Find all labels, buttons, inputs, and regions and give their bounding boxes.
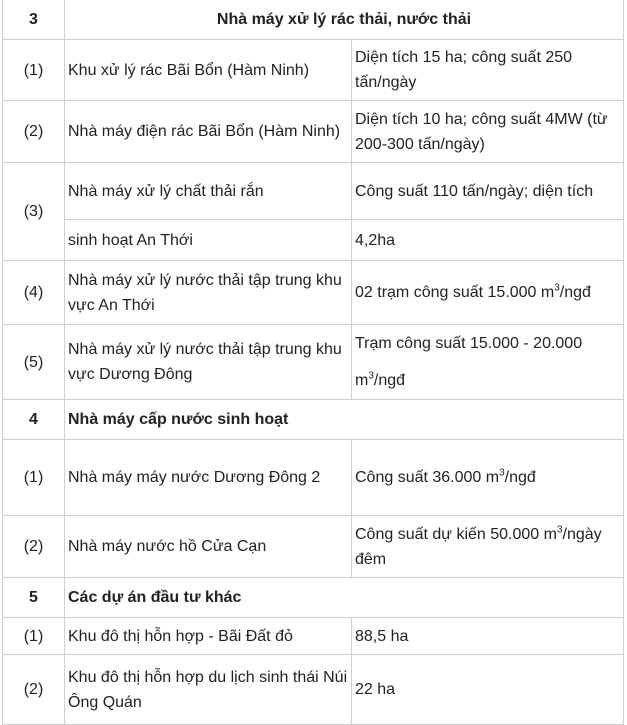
project-info	[352, 261, 624, 325]
section-header-row	[3, 0, 624, 40]
row-index: (2)	[3, 101, 65, 163]
table-row	[3, 163, 624, 220]
row-index: (1)	[3, 40, 65, 101]
row-index: (1)	[3, 618, 65, 655]
section-title: Nhà máy cấp nước sinh hoạt	[65, 400, 624, 440]
table-row	[3, 440, 624, 516]
row-index: (4)	[3, 261, 65, 325]
info-text: Công suất 36.000 m	[355, 469, 500, 486]
project-info: Diện tích 10 ha; công suất 4MW (từ 200-300 tấn/ngày)	[352, 101, 624, 163]
row-index: (2)	[3, 516, 65, 578]
project-info: Công suất 110 tấn/ngày; diện tích	[352, 163, 624, 220]
table-row	[3, 655, 624, 725]
info-superscript: 3	[556, 524, 563, 536]
table-row	[3, 40, 624, 101]
project-info: 22 ha	[352, 655, 624, 725]
project-info	[352, 325, 624, 400]
section-title: Các dự án đầu tư khác	[65, 578, 624, 618]
info-superscript: 3	[499, 467, 505, 479]
section-number: 3	[3, 0, 65, 40]
project-name: Khu xử lý rác Bãi Bổn (Hàm Ninh)	[65, 40, 352, 101]
table-row	[3, 101, 624, 163]
info-unit: /ngđ	[559, 284, 591, 301]
section-title: Nhà máy xử lý rác thải, nước thải	[65, 0, 624, 40]
section-header-row	[3, 578, 624, 618]
info-text: Công suất dự kiến 50.000 m	[355, 525, 557, 543]
table-row	[3, 261, 624, 325]
info-unit: /ngày đêm	[355, 525, 602, 568]
project-name: Nhà máy xử lý nước thải tập trung khu vực Dương Đông	[65, 325, 352, 400]
project-info	[352, 440, 624, 516]
project-info	[352, 516, 624, 578]
info-unit: /ngđ	[373, 372, 406, 389]
info-text: 02 trạm công suất 15.000 m	[355, 284, 555, 301]
row-index: (3)	[3, 163, 65, 261]
info-unit: /ngđ	[504, 469, 536, 486]
section-number: 5	[3, 578, 65, 618]
project-name: Nhà máy điện rác Bãi Bổn (Hàm Ninh)	[65, 101, 352, 163]
projects-table	[2, 0, 624, 725]
table-row	[3, 220, 624, 261]
table-row	[3, 516, 624, 578]
row-index: (1)	[3, 440, 65, 516]
project-info: 88,5 ha	[352, 618, 624, 655]
row-index: (2)	[3, 655, 65, 725]
project-info: Diện tích 15 ha; công suất 250 tấn/ngày	[352, 40, 624, 101]
project-name: sinh hoạt An Thới	[65, 220, 352, 261]
project-name: Nhà máy máy nước Dương Đông 2	[65, 440, 352, 516]
table-row	[3, 325, 624, 400]
section-header-row	[3, 400, 624, 440]
info-text: Trạm công suất 15.000 - 20.000 m	[355, 335, 583, 389]
project-name: Nhà máy xử lý chất thải rắn	[65, 163, 352, 220]
info-superscript: 3	[554, 282, 560, 294]
project-name: Khu đô thị hỗn hợp du lịch sinh thái Núi Ông Quán	[65, 655, 352, 725]
project-name: Nhà máy xử lý nước thải tập trung khu vực An Thới	[65, 261, 352, 325]
row-index: (5)	[3, 325, 65, 400]
section-number: 4	[3, 400, 65, 440]
info-superscript: 3	[368, 370, 374, 382]
project-name: Nhà máy nước hồ Cửa Cạn	[65, 516, 352, 578]
project-name: Khu đô thị hỗn hợp - Bãi Đất đỏ	[65, 618, 352, 655]
project-info: 4,2ha	[352, 220, 624, 261]
table-row	[3, 618, 624, 655]
